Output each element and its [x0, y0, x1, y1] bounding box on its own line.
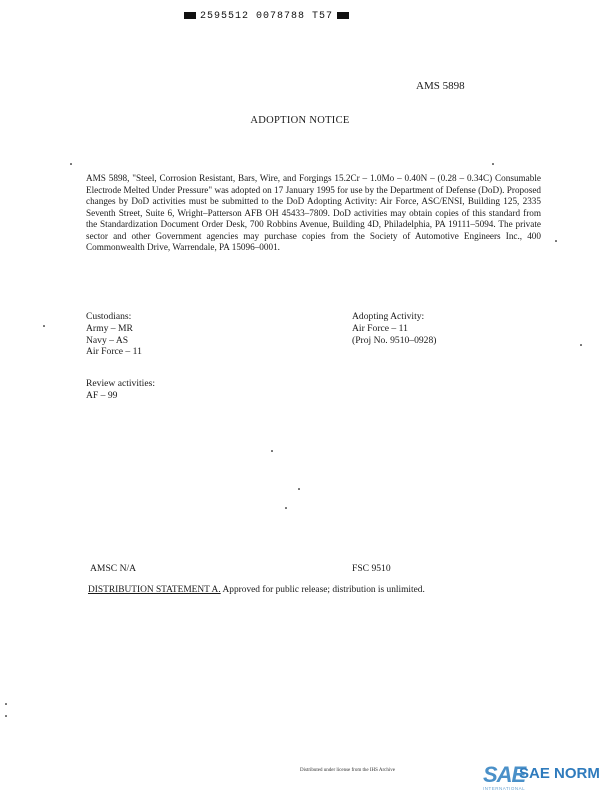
scan-speck [492, 163, 494, 165]
custodian-item: Navy – AS [86, 334, 129, 346]
adopting-activity-item: (Proj No. 9510–0928) [352, 334, 437, 346]
review-activities-block [86, 378, 155, 402]
scan-speck [43, 325, 45, 327]
review-item: AF – 99 [86, 389, 118, 401]
adopting-activity-item: Air Force – 11 [352, 322, 408, 334]
review-heading: Review activities: [86, 378, 156, 389]
distribution-text: Approved for public release; distribution is unlimited. [220, 585, 425, 595]
scan-speck [285, 507, 287, 509]
adopting-activity-block [352, 311, 436, 346]
scan-speck [5, 715, 7, 717]
barcode-block-right [337, 12, 349, 19]
scan-speck [271, 450, 273, 452]
document-number: AMS 5898 [416, 80, 465, 92]
fsc-label: FSC 9510 [352, 563, 391, 574]
notice-paragraph: AMS 5898, "Steel, Corrosion Resistant, Bars, Wire, and Forgings 15.2Cr – 1.0Mo – 0.40N – (0.28 – 0.34C) Consumable Electrode Melted Under Pressure" was adopted on 17 January 1995 for use by the Department of Defense (DoD). Proposed changes by DoD activities must be submitted to the DoD Adopting Activity: Air Force, ASC/ENSI, Building 125, 2335 Seventh Street, Suite 6, Wright–Patterson AFB OH 45433–7809. DoD activities may obtain copies of this standard from the Standardization Document Order Desk, 700 Robbins Avenue, Building 4D, Philadelphia, PA 19111–5094. The private sector and other Government agencies may purchase copies from the Society of Automotive Engineers Inc., 400 Commonwealth Drive, Warrendale, PA 15096–0001. [86, 173, 541, 252]
scan-speck [5, 703, 7, 705]
custodians-heading: Custodians: [86, 311, 132, 322]
custodian-item: Air Force – 11 [86, 346, 142, 358]
page-title: ADOPTION NOTICE [250, 115, 350, 126]
sae-logo-mark: SAE [483, 762, 526, 787]
distribution-label: DISTRIBUTION STATEMENT A. [88, 585, 221, 595]
barcode-strip [180, 11, 353, 22]
barcode-number: 2595512 0078788 T57 [200, 11, 334, 22]
barcode-block-left [184, 12, 196, 19]
scan-speck [580, 344, 582, 346]
distribution-statement [88, 585, 425, 595]
scan-speck [555, 240, 557, 242]
scan-speck [298, 488, 300, 490]
amsc-label: AMSC N/A [90, 563, 137, 574]
adopting-activity-heading: Adopting Activity: [352, 311, 425, 322]
sae-norm-logo [483, 762, 600, 796]
scan-speck [70, 163, 72, 165]
sae-logo-subtext: INTERNATIONAL [483, 786, 526, 791]
custodian-item: Army – MR [86, 322, 133, 334]
sae-norm-logo-text: SAE NORM [519, 765, 600, 782]
custodians-block [86, 311, 142, 358]
footer-fine-print: Distributed under license from the IHS Archive [300, 768, 395, 773]
